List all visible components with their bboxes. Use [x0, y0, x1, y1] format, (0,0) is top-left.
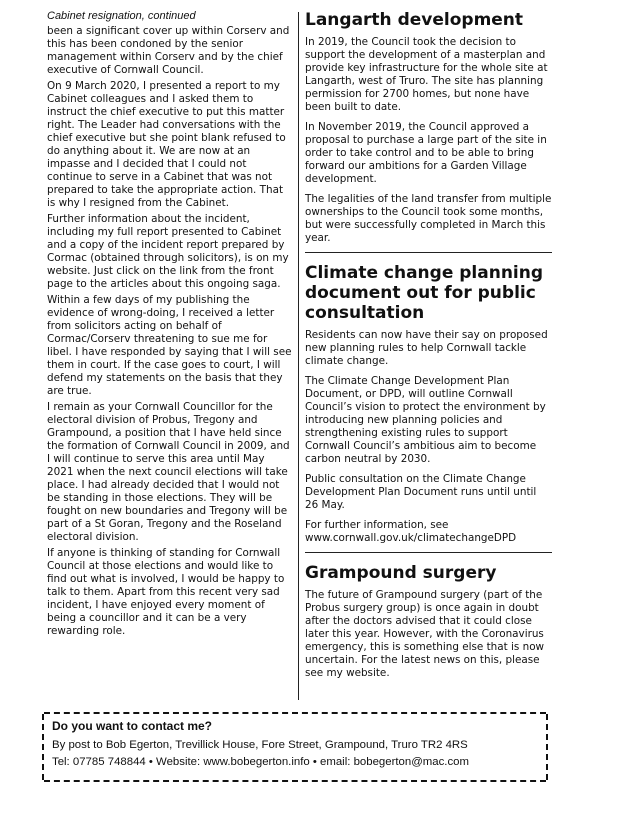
contact-tel-line: Tel: 07785 748844 • Website: www.bobegerton.info • email: bobegerton@mac.com	[52, 756, 469, 768]
grampound-section	[305, 563, 552, 680]
langarth-paragraph-1: In 2019, the Council took the decision to support the development of a masterplan and provide key infrastructure for the whole site at Langarth, west of Truro. The site has planning permission for 2700 homes, but none have been built to date.	[305, 36, 548, 113]
langarth-heading: Langarth development	[305, 10, 524, 30]
left-paragraph-3: Further information about the incident, including my full report presented to Cabinet and a copy of the incident report prepared by Cormac (obtained through solicitors), is on my website. Just click on the link from the front page to the articles about this ongoing saga.	[47, 213, 289, 290]
column-divider	[298, 12, 299, 700]
left-paragraph-4: Within a few days of my publishing the evidence of wrong-doing, I received a letter from solicitors acting on behalf of Cormac/Corserv threatening to sue me for libel. I have responded by saying that I will see them in court. If the case goes to court, I will defend my statements on the basis that they are true.	[47, 294, 292, 397]
grampound-paragraph-1: The future of Grampound surgery (part of the Probus surgery group) is once again in doubt after the doctors advised that it could close later this year. However, with the Coronavirus emergency, this is something else that is now uncertain. For the latest news on this, please see my website.	[305, 589, 545, 679]
contact-content	[52, 719, 538, 773]
climate-paragraph-2: The Climate Change Development Plan Document, or DPD, will outline Cornwall Council’s vision to protect the environment by introducing new planning policies and strengthening existing rules to support Cornwall Council’s ambitious aim to become carbon neutral by 2030.	[305, 375, 546, 465]
langarth-paragraph-3: The legalities of the land transfer from multiple ownerships to the Council took some months, but were successfully completed in March this year.	[305, 193, 552, 244]
left-paragraph-6: If anyone is thinking of standing for Cornwall Council at those elections and would like to find out what is involved, I would be happy to talk to them. Apart from this recent very sad incident, I have enjoyed every moment of being a councillor and it can be a very rewarding role.	[47, 547, 285, 637]
contact-box	[44, 712, 546, 782]
contact-box-left-border	[42, 714, 44, 780]
langarth-paragraph-2: In November 2019, the Council approved a proposal to purchase a large part of the site in order to take control and to be able to bring forward our ambitions for a Garden Village development.	[305, 121, 547, 185]
climate-section	[305, 263, 552, 545]
contact-post-line: By post to Bob Egerton, Trevillick House, Fore Street, Grampound, Truro TR2 4RS	[52, 739, 468, 751]
right-column	[305, 10, 552, 687]
left-paragraph-2: On 9 March 2020, I presented a report to my Cabinet colleagues and I asked them to instruct the chief executive to put this matter right. The Leader had conversations with the chief executive but she point blank refused to do anything about it. We are now at an impasse and I decided that I could not continue to serve in a Cabinet that was not prepared to take the appropriate action. That is why I resigned from the Cabinet.	[47, 80, 286, 209]
climate-paragraph-1: Residents can now have their say on proposed new planning rules to help Cornwall tackle climate change.	[305, 329, 548, 367]
climate-heading: Climate change planning document out for public consultation	[305, 263, 544, 323]
section-divider-1	[305, 252, 552, 253]
grampound-heading: Grampound surgery	[305, 563, 497, 583]
left-column	[47, 10, 292, 641]
left-paragraph-1: been a significant cover up within Corserv and this has been condoned by the senior management within Corserv and by the chief executive of Cornwall Council.	[47, 25, 290, 76]
section-divider-2	[305, 552, 552, 553]
continued-title: Cabinet resignation, continued	[47, 10, 196, 22]
contact-box-right-border	[546, 714, 548, 780]
climate-paragraph-4: For further information, see www.cornwall.gov.uk/climatechangeDPD	[305, 519, 517, 544]
langarth-section	[305, 10, 552, 245]
left-paragraph-5: I remain as your Cornwall Councillor for the electoral division of Probus, Tregony and Grampound, a position that I have held since the formation of Cornwall Council in 2009, and I will continue to serve this area until May 2021 when the next council elections will take place. I had already decided that I would not be standing in those elections. They will be fought on new boundaries and Tregony will be part of a St Goran, Tregony and the Roseland electoral division.	[47, 401, 290, 543]
climate-paragraph-3: Public consultation on the Climate Change Development Plan Document runs until until 26 May.	[305, 473, 537, 511]
contact-heading: Do you want to contact me?	[52, 719, 213, 733]
